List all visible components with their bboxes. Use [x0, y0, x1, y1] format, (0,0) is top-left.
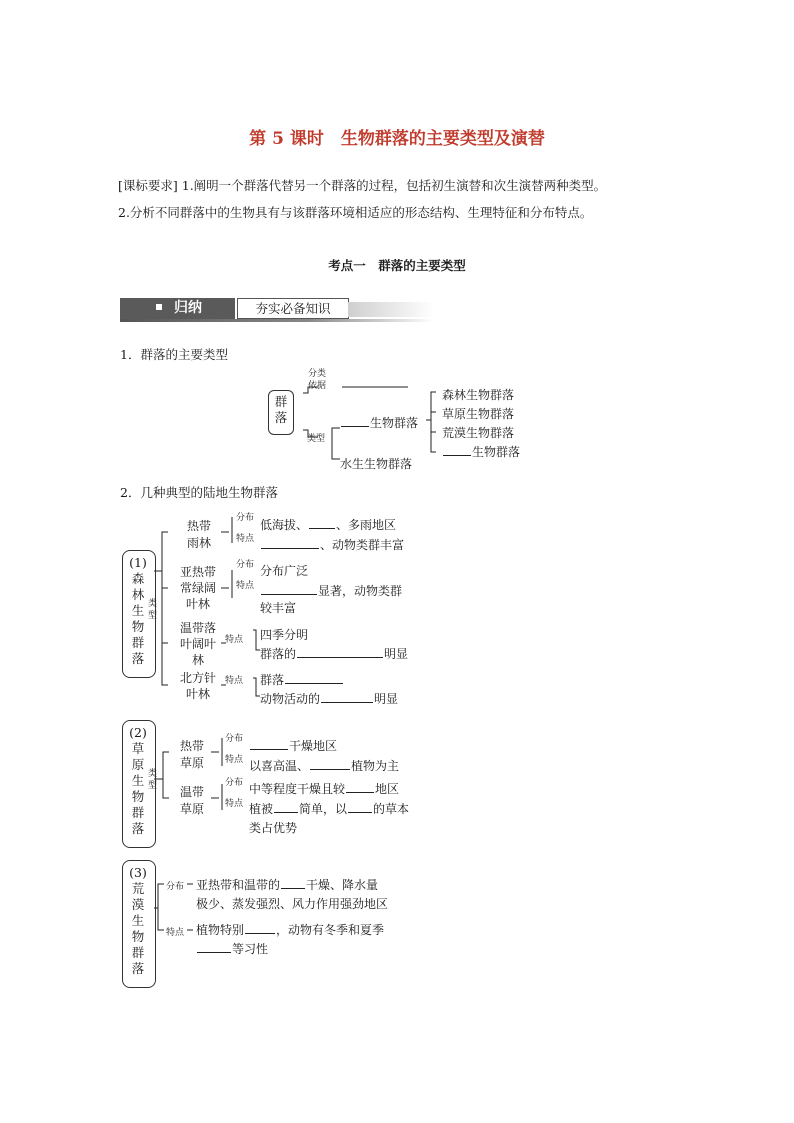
blank-wg-2	[348, 800, 372, 813]
de-dist1	[196, 876, 378, 893]
subtropical-name	[180, 564, 216, 612]
gl-label-c6: 落	[131, 821, 145, 836]
tg-name-2: 草原	[180, 756, 205, 770]
forest-label-c3: 生	[131, 603, 145, 618]
forest-type-1: 类	[148, 599, 158, 609]
wg-feat2: 类占优势	[249, 821, 298, 835]
tg-feat-a: 以喜高温、	[249, 759, 310, 773]
land-community	[340, 414, 418, 431]
tg-feat-b: 植物为主	[351, 759, 400, 773]
blank-st-feat	[261, 582, 317, 595]
tg-feat-tag: 特点	[225, 755, 244, 765]
bo-f1	[260, 671, 344, 688]
st-name-2: 常绿阔	[180, 581, 217, 595]
st-feat-tag: 特点	[236, 581, 255, 591]
td-name-2: 叶阔叶	[180, 637, 217, 651]
de-feat1b: ，动物有冬季和夏季	[276, 923, 385, 937]
blank-bo1	[285, 671, 343, 684]
subtype-blank-label: 生物群落	[472, 445, 521, 459]
de-label-c1: 荒	[131, 881, 145, 896]
forest-label-c2: 林	[131, 587, 145, 602]
gl-label-num: (2)	[129, 725, 147, 740]
forest-type-tag	[148, 598, 157, 622]
bo-feat-tag: 特点	[225, 676, 244, 686]
kaodian-heading: 考点一 群落的主要类型	[328, 258, 466, 273]
blank-tr-dist	[309, 516, 335, 529]
de-label-c2: 漠	[131, 897, 145, 912]
blank-de-feat2	[197, 940, 231, 953]
de-feat2-text: 等习性	[232, 942, 269, 956]
td-f1: 四季分明	[260, 628, 309, 642]
bo-f2	[260, 690, 398, 707]
subtype-grassland: 草原生物群落	[442, 407, 515, 421]
wg-name-2: 草原	[180, 802, 205, 816]
tr-feat	[260, 536, 404, 553]
subtype-forest: 森林生物群落	[442, 388, 515, 402]
gl-label-c3: 生	[131, 773, 145, 788]
st-name-1: 亚热带	[180, 565, 217, 579]
root-node-qunluo	[268, 390, 294, 435]
de-feat2	[196, 940, 268, 957]
de-label-c6: 落	[131, 961, 145, 976]
tr-dist-tag: 分布	[236, 513, 255, 523]
st-dist-tag: 分布	[236, 560, 255, 570]
tg-name-1: 热带	[180, 739, 205, 753]
st-feat2: 较丰富	[260, 601, 297, 615]
wg-feat-c: 的草本	[373, 802, 410, 816]
wg-feat	[249, 800, 409, 817]
gl-type-1: 类	[148, 769, 158, 779]
td-f2a: 群落的	[260, 647, 297, 661]
root-char-2: 落	[274, 410, 288, 425]
basis-label-2: 依据	[308, 381, 327, 391]
wg-feat-tag: 特点	[225, 799, 244, 809]
forest-label-c5: 群	[131, 635, 145, 650]
de-dist-tag: 分布	[166, 882, 185, 892]
requirement-2: 2.分析不同群落中的生物具有与该群落环境相适应的形态结构、生理特征和分布特点。	[118, 205, 593, 220]
tg-dist	[249, 737, 337, 754]
de-label-c4: 物	[131, 929, 145, 944]
bo-f2b: 明显	[374, 692, 399, 706]
wg-dist-b: 地区	[375, 782, 400, 796]
blank-subtype	[443, 443, 471, 456]
td-f2b: 明显	[384, 647, 409, 661]
st-name-3: 叶林	[186, 597, 211, 611]
temperate-deciduous-name	[180, 620, 216, 668]
gl-label-c2: 原	[131, 757, 145, 772]
gl-label-c4: 物	[131, 789, 145, 804]
blank-wg-dist	[346, 780, 374, 793]
de-feat1	[196, 921, 384, 938]
basis-label-1: 分类	[308, 369, 327, 379]
blank-land	[341, 414, 369, 427]
subtype-blank	[442, 443, 520, 460]
blank-tg-dist	[250, 737, 288, 750]
forest-label-c1: 森	[131, 571, 145, 586]
tg-dist-tag: 分布	[225, 734, 244, 744]
de-dist2: 极少、蒸发强烈、风力作用强劲地区	[196, 897, 389, 911]
page-title: 第 5 课时 生物群落的主要类型及演替	[249, 129, 545, 149]
de-dist1b: 干燥、降水量	[306, 878, 379, 892]
de-dist1a: 亚热带和温带的	[196, 878, 281, 892]
wg-dist-a: 中等程度干燥且较	[249, 782, 346, 796]
tr-dist	[260, 516, 396, 533]
bo-name-2: 叶林	[186, 687, 211, 701]
grassland-type-tag	[148, 768, 157, 792]
de-label-c5: 群	[131, 945, 145, 960]
td-feat-tag: 特点	[225, 635, 244, 645]
bo-name-1: 北方针	[180, 671, 217, 685]
requirement-text-1: 1.阐明一个群落代替另一个群落的过程，包括初生演替和次生演替两种类型。	[181, 178, 607, 193]
td-f2	[260, 645, 408, 662]
de-feat1a: 植物特别	[196, 923, 245, 937]
requirement-label: [课标要求]	[118, 178, 178, 193]
bo-f1-text: 群落	[260, 673, 285, 687]
tropical-rainforest-name	[187, 518, 211, 552]
gl-label-c1: 草	[131, 741, 145, 756]
gl-label-c5: 群	[131, 805, 145, 820]
blank-tg-feat	[310, 757, 350, 770]
boreal-name	[180, 670, 216, 702]
tr-name-2: 雨林	[187, 536, 212, 550]
tr-feat-text: 、动物类群丰富	[320, 538, 405, 552]
blank-de-dist	[281, 876, 305, 889]
td-name-1: 温带落	[180, 621, 217, 635]
section2-heading: 2．几种典型的陆地生物群落	[120, 485, 278, 500]
de-label-num: (3)	[129, 865, 147, 880]
st-dist: 分布广泛	[260, 564, 309, 578]
blank-wg-1	[274, 800, 298, 813]
tr-feat-tag: 特点	[236, 534, 255, 544]
tr-dist-a: 低海拔、	[260, 518, 309, 532]
water-community: 水生生物群落	[340, 457, 413, 471]
st-feat1	[260, 582, 402, 599]
blank-td	[297, 645, 383, 658]
wg-dist	[249, 780, 399, 797]
root-char-1: 群	[274, 394, 288, 409]
forest-label-num: (1)	[129, 555, 147, 570]
td-name-3: 林	[192, 653, 205, 667]
st-feat1-text: 显著，动物类群	[318, 584, 403, 598]
desert-label	[122, 865, 154, 977]
blank-tr-feat	[261, 536, 319, 549]
forest-label-c6: 落	[131, 651, 145, 666]
wg-feat-a: 植被	[249, 802, 274, 816]
wg-feat-b: 简单，以	[299, 802, 348, 816]
tg-feat	[249, 757, 399, 774]
wg-dist-tag: 分布	[225, 778, 244, 788]
temperate-grassland-name	[180, 784, 204, 818]
blank-bo2	[321, 690, 373, 703]
gl-type-2: 型	[148, 781, 158, 791]
forest-label-c4: 物	[131, 619, 145, 634]
type-label: 类型	[307, 434, 326, 444]
tr-dist-b: 、多雨地区	[336, 518, 397, 532]
tg-dist-text: 干燥地区	[289, 739, 338, 753]
forest-type-2: 型	[148, 611, 158, 621]
subtype-desert: 荒漠生物群落	[442, 426, 515, 440]
de-feat-tag: 特点	[166, 928, 185, 938]
blank-de-feat	[245, 921, 275, 934]
de-label-c3: 生	[131, 913, 145, 928]
bo-f2a: 动物活动的	[260, 692, 321, 706]
land-label: 生物群落	[370, 416, 419, 430]
tropical-grassland-name	[180, 738, 204, 772]
basis-label	[308, 368, 326, 392]
banner-light: 夯实必备知识	[237, 298, 349, 319]
banner-dark-label: 归纳	[174, 300, 202, 316]
wg-name-1: 温带	[180, 785, 205, 799]
section1-heading: 1．群落的主要类型	[120, 347, 228, 362]
tr-name-1: 热带	[187, 519, 212, 533]
